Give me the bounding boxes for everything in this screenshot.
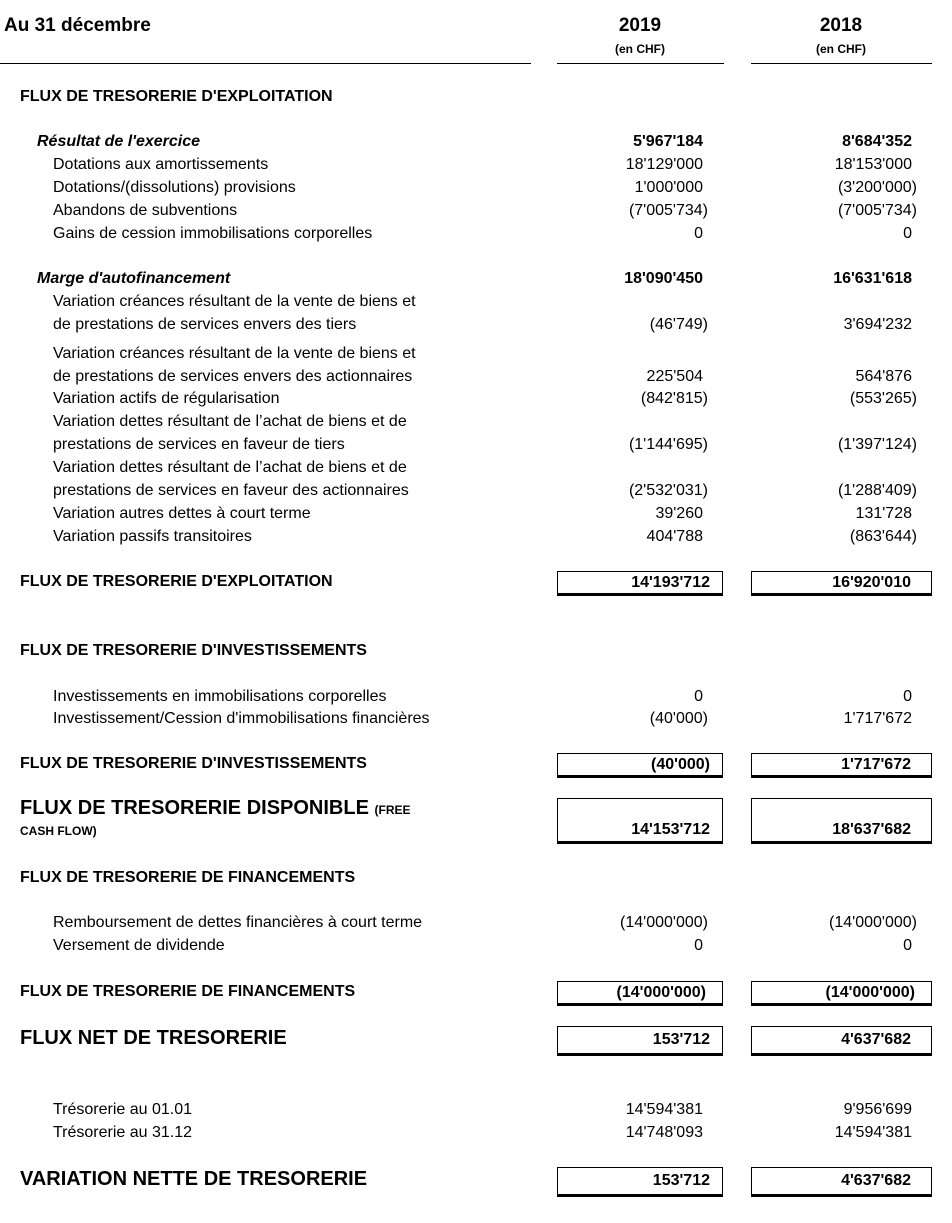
total-value-2018: 18'637'682 bbox=[832, 821, 911, 838]
row-label-provisions: Dotations/(dissolutions) provisions bbox=[53, 179, 296, 196]
currency-2018: (en CHF) bbox=[816, 42, 866, 56]
header-rule-2019 bbox=[557, 63, 724, 64]
header-rule-2018 bbox=[751, 63, 932, 64]
disponible-label bbox=[20, 797, 411, 820]
year-2019: 2019 bbox=[618, 15, 662, 36]
row-label-dettes-tiers-2: prestations de services en faveur de tiers bbox=[53, 436, 345, 453]
total-box-2018 bbox=[751, 981, 932, 1006]
value-2018: (7'005'734) bbox=[837, 202, 917, 219]
value-2018: 131'728 bbox=[855, 505, 912, 522]
total-value-2018: 1'717'672 bbox=[841, 756, 911, 773]
total-box-2019 bbox=[557, 1167, 723, 1197]
total-value-2018: 4'637'682 bbox=[841, 1031, 911, 1048]
row-label-creances-actionnaires-1: Variation créances résultant de la vente de biens et bbox=[53, 345, 416, 362]
value-2019: 14'748'093 bbox=[625, 1124, 703, 1141]
year-2018: 2018 bbox=[819, 15, 863, 36]
value-2018: 0 bbox=[903, 225, 912, 242]
flux-net-label: FLUX NET DE TRESORERIE bbox=[20, 1027, 287, 1049]
row-label-creances-tiers-2: de prestations de services envers des tiers bbox=[53, 316, 357, 333]
row-label-dividende: Versement de dividende bbox=[53, 937, 225, 954]
row-label-dettes-actionnaires-1: Variation dettes résultant de l’achat de biens et de bbox=[53, 459, 407, 476]
value-2019: 0 bbox=[694, 937, 703, 954]
value-2019: 0 bbox=[694, 688, 703, 705]
row-label-marge: Marge d'autofinancement bbox=[37, 270, 231, 287]
value-2018: 3'694'232 bbox=[843, 316, 912, 333]
total-box-2019 bbox=[557, 753, 723, 778]
total-value-2018: 4'637'682 bbox=[841, 1172, 911, 1189]
value-2019: 18'090'450 bbox=[624, 270, 703, 287]
total-label-investissements: FLUX DE TRESORERIE D'INVESTISSEMENTS bbox=[20, 755, 367, 772]
value-2019: 5'967'184 bbox=[633, 133, 703, 150]
row-label-autres-dettes: Variation autres dettes à court terme bbox=[53, 505, 311, 522]
total-box-2019 bbox=[557, 571, 723, 596]
section-title-financements: FLUX DE TRESORERIE DE FINANCEMENTS bbox=[20, 869, 356, 886]
value-2019: 225'504 bbox=[646, 368, 703, 385]
total-label-financements: FLUX DE TRESORERIE DE FINANCEMENTS bbox=[20, 983, 356, 1000]
value-2018: 16'631'618 bbox=[833, 270, 912, 287]
disponible-label-small-1: (FREE bbox=[374, 803, 411, 817]
value-2018: (1'397'124) bbox=[837, 436, 917, 453]
value-2018: (14'000'000) bbox=[829, 914, 917, 931]
total-box-2019 bbox=[557, 981, 723, 1006]
total-value-2018: (14'000'000) bbox=[825, 984, 915, 1001]
row-label-amortissements: Dotations aux amortissements bbox=[53, 156, 269, 173]
row-label-immob-fin: Investissement/Cession d'immobilisations financières bbox=[53, 710, 430, 727]
row-label-actifs-regul: Variation actifs de régularisation bbox=[53, 390, 280, 407]
row-label-tresorerie-debut: Trésorerie au 01.01 bbox=[53, 1101, 193, 1118]
value-2018: (553'265) bbox=[849, 390, 917, 407]
row-label-dettes-tiers-1: Variation dettes résultant de l’achat de biens et de bbox=[53, 413, 407, 430]
total-value-2019: (40'000) bbox=[651, 756, 710, 773]
value-2019: (40'000) bbox=[649, 710, 708, 727]
value-2018: 1'717'672 bbox=[843, 710, 912, 727]
value-2018: 18'153'000 bbox=[834, 156, 912, 173]
value-2018: 9'956'699 bbox=[843, 1101, 912, 1118]
date-label: Au 31 décembre bbox=[4, 15, 151, 36]
disponible-label-small-2: CASH FLOW) bbox=[20, 824, 97, 838]
total-box-2019 bbox=[557, 798, 723, 844]
total-box-2018 bbox=[751, 1167, 932, 1197]
total-value-2019: 153'712 bbox=[652, 1031, 710, 1048]
value-2019: (14'000'000) bbox=[620, 914, 708, 931]
value-2019: 1'000'000 bbox=[634, 179, 703, 196]
total-value-2019: 153'712 bbox=[652, 1172, 710, 1189]
total-value-2019: 14'193'712 bbox=[631, 574, 710, 591]
value-2019: 39'260 bbox=[655, 505, 703, 522]
row-label-gains-cession: Gains de cession immobilisations corporelles bbox=[53, 225, 373, 242]
value-2019: (842'815) bbox=[640, 390, 708, 407]
value-2019: 14'594'381 bbox=[625, 1101, 703, 1118]
value-2019: (7'005'734) bbox=[628, 202, 708, 219]
row-label-subventions: Abandons de subventions bbox=[53, 202, 238, 219]
header-rule-label bbox=[0, 63, 531, 64]
row-label-immob-corp: Investissements en immobilisations corporelles bbox=[53, 688, 387, 705]
total-box-2019 bbox=[557, 1026, 723, 1056]
value-2018: (1'288'409) bbox=[837, 482, 917, 499]
value-2019: 0 bbox=[694, 225, 703, 242]
value-2019: (46'749) bbox=[649, 316, 708, 333]
value-2018: (863'644) bbox=[849, 528, 917, 545]
row-label-dettes-actionnaires-2: prestations de services en faveur des actionnaires bbox=[53, 482, 409, 499]
value-2019: (2'532'031) bbox=[628, 482, 708, 499]
section-title-exploitation: FLUX DE TRESORERIE D'EXPLOITATION bbox=[20, 88, 333, 105]
disponible-label-main: FLUX DE TRESORERIE DISPONIBLE bbox=[20, 797, 369, 819]
value-2019: (1'144'695) bbox=[628, 436, 708, 453]
value-2018: 14'594'381 bbox=[834, 1124, 912, 1141]
currency-2019: (en CHF) bbox=[615, 42, 665, 56]
total-box-2018 bbox=[751, 1026, 932, 1056]
row-label-remboursement: Remboursement de dettes financières à court terme bbox=[53, 914, 423, 931]
total-value-2018: 16'920'010 bbox=[832, 574, 911, 591]
total-box-2018 bbox=[751, 753, 932, 778]
total-value-2019: 14'153'712 bbox=[631, 821, 710, 838]
total-box-2018 bbox=[751, 798, 932, 844]
value-2018: 0 bbox=[903, 688, 912, 705]
row-label-creances-tiers-1: Variation créances résultant de la vente de biens et bbox=[53, 293, 416, 310]
value-2018: 564'876 bbox=[855, 368, 912, 385]
value-2018: 8'684'352 bbox=[842, 133, 912, 150]
section-title-investissements: FLUX DE TRESORERIE D'INVESTISSEMENTS bbox=[20, 642, 367, 659]
total-value-2019: (14'000'000) bbox=[616, 984, 706, 1001]
total-label-exploitation: FLUX DE TRESORERIE D'EXPLOITATION bbox=[20, 573, 333, 590]
value-2018: (3'200'000) bbox=[837, 179, 917, 196]
variation-nette-label: VARIATION NETTE DE TRESORERIE bbox=[20, 1168, 368, 1190]
row-label-passifs-trans: Variation passifs transitoires bbox=[53, 528, 252, 545]
row-label-resultat: Résultat de l'exercice bbox=[37, 133, 200, 150]
row-label-tresorerie-fin: Trésorerie au 31.12 bbox=[53, 1124, 193, 1141]
row-label-creances-actionnaires-2: de prestations de services envers des actionnaires bbox=[53, 368, 413, 385]
value-2019: 404'788 bbox=[646, 528, 703, 545]
value-2018: 0 bbox=[903, 937, 912, 954]
value-2019: 18'129'000 bbox=[625, 156, 703, 173]
total-box-2018 bbox=[751, 571, 932, 596]
